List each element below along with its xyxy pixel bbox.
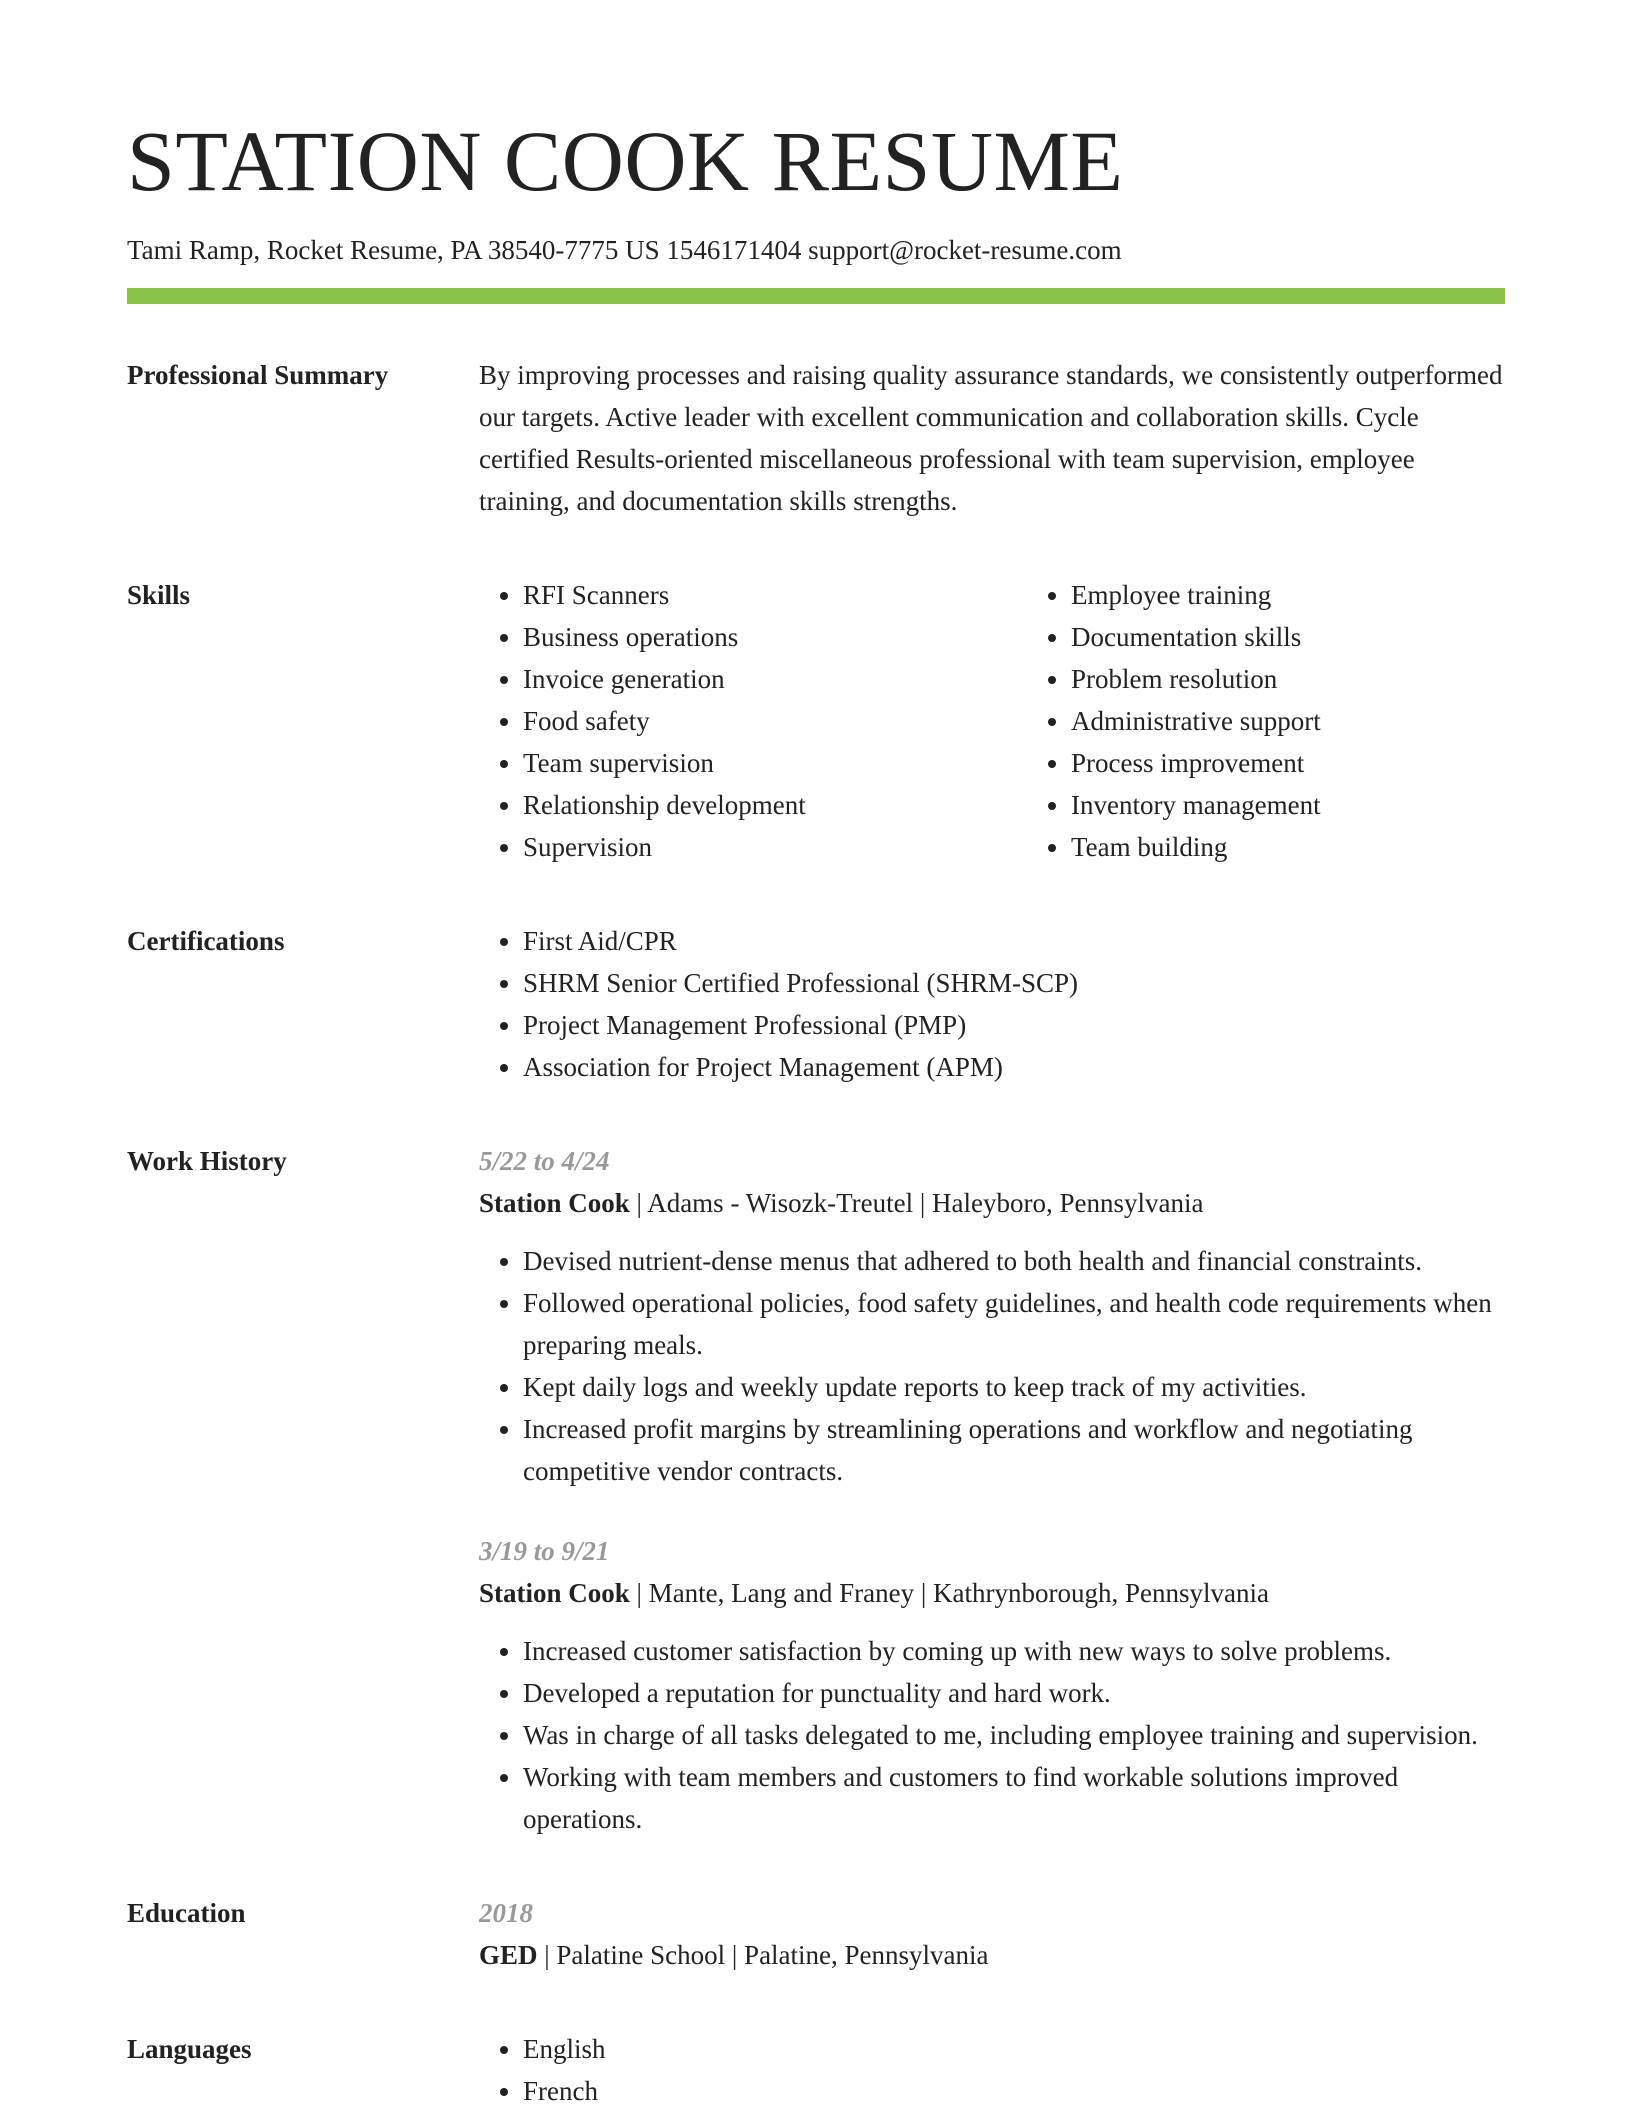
summary-text: By improving processes and raising quality assurance standards, we consistently outperformed our targets. Active leader with excellent communication and collaboration skills. Cycle certified Results-oriented miscellaneous professional with team supervision, employee training, and documentation skills strengths. bbox=[479, 360, 1503, 517]
work-history-body bbox=[479, 1140, 1505, 1840]
certification-item: • Project Management Professional (PMP) bbox=[523, 1004, 1505, 1046]
certification-item: • First Aid/CPR bbox=[523, 920, 1505, 962]
certification-item: • Association for Project Management (APM) bbox=[523, 1046, 1505, 1088]
skill-item: • Team supervision bbox=[523, 742, 1027, 784]
section-label-skills: Skills bbox=[127, 580, 191, 611]
job-entry bbox=[479, 1140, 1505, 1492]
skill-item: • Documentation skills bbox=[1071, 616, 1575, 658]
skill-item: • Inventory management bbox=[1071, 784, 1575, 826]
skills-list-right bbox=[1027, 574, 1575, 868]
resume-title: STATION COOK RESUME bbox=[127, 113, 1124, 209]
skill-item: • Invoice generation bbox=[523, 658, 1027, 700]
section-certifications bbox=[127, 920, 1505, 1088]
section-label-work-history: Work History bbox=[127, 1146, 287, 1177]
skill-item: • Supervision bbox=[523, 826, 1027, 868]
education-heading bbox=[479, 1934, 1505, 1976]
skills-list-left bbox=[479, 574, 1027, 868]
language-item: • English bbox=[523, 2028, 1505, 2070]
section-languages bbox=[127, 2028, 1505, 2112]
job-heading bbox=[479, 1182, 1505, 1224]
section-label-summary: Professional Summary bbox=[127, 360, 389, 391]
skill-item: • Process improvement bbox=[1071, 742, 1575, 784]
education-details: | Palatine School | Palatine, Pennsylvania bbox=[537, 1940, 989, 1971]
job-details: | Adams - Wisozk-Treutel | Haleyboro, Pennsylvania bbox=[629, 1188, 1204, 1219]
job-entry bbox=[479, 1530, 1505, 1840]
certifications-body bbox=[479, 920, 1505, 1088]
languages-list bbox=[479, 2028, 1505, 2112]
education-year: 2018 bbox=[479, 1898, 533, 1929]
skill-item: • RFI Scanners bbox=[523, 574, 1027, 616]
contact-line: Tami Ramp, Rocket Resume, PA 38540-7775 US 1546171404 support@rocket-resume.com bbox=[127, 235, 1122, 265]
skills-columns bbox=[479, 574, 1575, 868]
skill-item: • Administrative support bbox=[1071, 700, 1575, 742]
skill-item: • Relationship development bbox=[523, 784, 1027, 826]
skill-item: • Employee training bbox=[1071, 574, 1575, 616]
job-dates: 3/19 to 9/21 bbox=[479, 1536, 610, 1567]
certification-item: • SHRM Senior Certified Professional (SHRM-SCP) bbox=[523, 962, 1505, 1004]
job-bullets bbox=[479, 1240, 1505, 1492]
job-title: Station Cook bbox=[479, 1188, 630, 1219]
job-bullet: • Devised nutrient-dense menus that adhered to both health and financial constraints. bbox=[523, 1240, 1505, 1282]
certifications-list bbox=[479, 920, 1505, 1088]
section-label-languages: Languages bbox=[127, 2034, 252, 2065]
job-bullets bbox=[479, 1630, 1505, 1840]
language-item: • French bbox=[523, 2070, 1505, 2112]
job-bullet: • Increased customer satisfaction by coming up with new ways to solve problems. bbox=[523, 1630, 1505, 1672]
job-title: Station Cook bbox=[479, 1578, 630, 1609]
job-heading bbox=[479, 1572, 1505, 1614]
skill-item: • Food safety bbox=[523, 700, 1027, 742]
job-dates: 5/22 to 4/24 bbox=[479, 1146, 610, 1177]
job-bullet: • Followed operational policies, food safety guidelines, and health code requirements when preparing meals. bbox=[523, 1282, 1505, 1366]
skill-item: • Business operations bbox=[523, 616, 1027, 658]
job-bullet: • Working with team members and customers to find workable solutions improved operations. bbox=[523, 1756, 1505, 1840]
section-education bbox=[127, 1892, 1505, 1976]
job-bullet: • Increased profit margins by streamlining operations and workflow and negotiating competitive vendor contracts. bbox=[523, 1408, 1505, 1492]
skill-item: • Problem resolution bbox=[1071, 658, 1575, 700]
accent-divider bbox=[127, 288, 1505, 304]
section-work-history bbox=[127, 1140, 1505, 1840]
job-bullet: • Was in charge of all tasks delegated to me, including employee training and supervision. bbox=[523, 1714, 1505, 1756]
section-label-education: Education bbox=[127, 1898, 246, 1929]
job-bullet: • Kept daily logs and weekly update reports to keep track of my activities. bbox=[523, 1366, 1505, 1408]
job-details: | Mante, Lang and Franey | Kathrynborough, Pennsylvania bbox=[629, 1578, 1269, 1609]
education-degree: GED bbox=[479, 1940, 538, 1971]
section-skills bbox=[127, 574, 1505, 868]
section-label-certifications: Certifications bbox=[127, 926, 285, 957]
skill-item: • Team building bbox=[1071, 826, 1575, 868]
job-bullet: • Developed a reputation for punctuality and hard work. bbox=[523, 1672, 1505, 1714]
languages-body bbox=[479, 2028, 1505, 2112]
section-summary bbox=[127, 354, 1505, 522]
education-body bbox=[479, 1892, 1505, 1976]
